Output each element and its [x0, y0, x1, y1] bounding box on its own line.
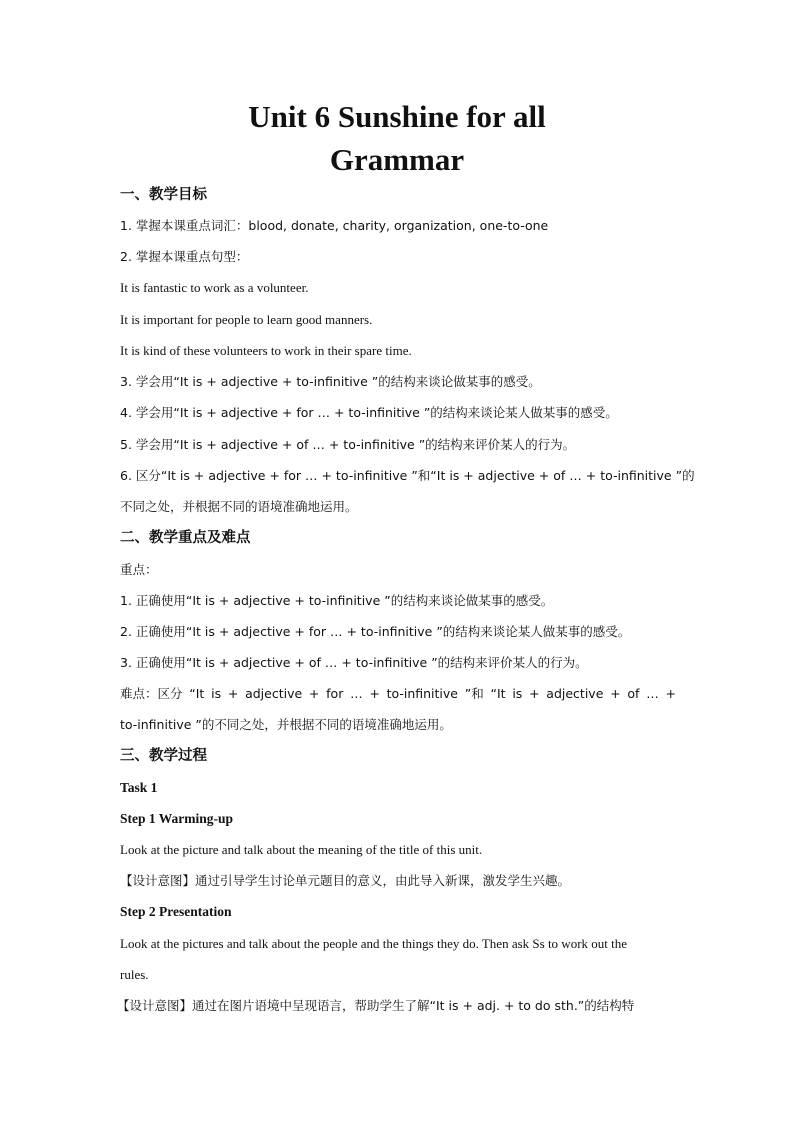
key-point-item: 3. 正确使用“It is + adjective + of … + to-infinitive ”的结构来评价某人的行为。	[120, 655, 588, 670]
objective-item: 2. 掌握本课重点句型：	[120, 249, 249, 264]
objective-item: 4. 学会用“It is + adjective + for … + to-infinitive ”的结构来谈论某人做某事的感受。	[120, 405, 618, 420]
objective-item-continued: 不同之处，并根据不同的语境准确地运用。	[120, 499, 358, 514]
objective-item: 3. 学会用“It is + adjective + to-infinitive ”的结构来谈论做某事的感受。	[120, 374, 541, 389]
difficult-word: ”和	[464, 686, 484, 701]
objective-item: 1. 掌握本课重点词汇：blood, donate, charity, organization, one-to-one	[120, 218, 549, 233]
key-point-item: 2. 正确使用“It is + adjective + for … + to-infinitive ”的结构来谈论某人做某事的感受。	[120, 624, 631, 639]
difficult-word: +	[227, 686, 239, 701]
difficult-word: +	[529, 686, 540, 701]
section-heading-key-points: 二、教学重点及难点	[120, 530, 251, 546]
difficult-word: “It	[490, 686, 506, 701]
step-text: Look at the picture and talk about the meaning of the title of this unit.	[120, 842, 483, 857]
difficult-word: adjective	[245, 686, 303, 701]
example-sentence: It is fantastic to work as a volunteer.	[120, 280, 309, 295]
difficult-word: for	[326, 686, 344, 701]
example-sentence: It is important for people to learn good manners.	[120, 312, 373, 327]
difficult-word: is	[211, 686, 222, 701]
difficult-word: to-infinitive	[386, 686, 458, 701]
difficult-word: 难点：区分	[120, 686, 183, 701]
step-text-continued: rules.	[120, 967, 149, 982]
design-intent: 【设计意图】通过在图片语境中呈现语言，帮助学生了解“It is + adj. + to do sth.”的结构特	[117, 998, 635, 1013]
step-title: Step 1 Warming-up	[120, 811, 234, 826]
difficult-point	[120, 684, 676, 704]
difficult-word: +	[610, 686, 621, 701]
difficult-word: +	[369, 686, 380, 701]
section-heading-process: 三、教学过程	[120, 748, 207, 764]
section-heading-objectives: 一、教学目标	[120, 187, 207, 203]
difficult-word: adjective	[546, 686, 604, 701]
key-points-label: 重点：	[120, 562, 158, 577]
key-point-item: 1. 正确使用“It is + adjective + to-infinitive ”的结构来谈论做某事的感受。	[120, 593, 554, 608]
objective-item: 6. 区分“It is + adjective + for … + to-infinitive ”和“It is + adjective + of … + to-infinitive ”的	[120, 468, 695, 483]
step-text: Look at the pictures and talk about the people and the things they do. Then ask Ss to work out the	[120, 936, 628, 951]
difficult-word: +	[308, 686, 320, 701]
difficult-word: …	[646, 686, 659, 701]
difficult-word: “It	[189, 686, 205, 701]
difficult-word: of	[627, 686, 640, 701]
document-title: Unit 6 Sunshine for all	[248, 99, 546, 134]
document-subtitle: Grammar	[329, 142, 465, 177]
task-title: Task 1	[120, 780, 158, 795]
design-intent: 【设计意图】通过引导学生讨论单元题目的意义，由此导入新课，激发学生兴趣。	[120, 873, 571, 888]
step-title: Step 2 Presentation	[120, 904, 232, 919]
difficult-word: …	[350, 686, 363, 701]
example-sentence: It is kind of these volunteers to work in their spare time.	[120, 343, 412, 358]
difficult-word: +	[665, 686, 676, 701]
difficult-word: is	[512, 686, 523, 701]
objective-item: 5. 学会用“It is + adjective + of … + to-infinitive ”的结构来评价某人的行为。	[120, 437, 576, 452]
difficult-point-continued: to-infinitive ”的不同之处，并根据不同的语境准确地运用。	[120, 717, 452, 732]
